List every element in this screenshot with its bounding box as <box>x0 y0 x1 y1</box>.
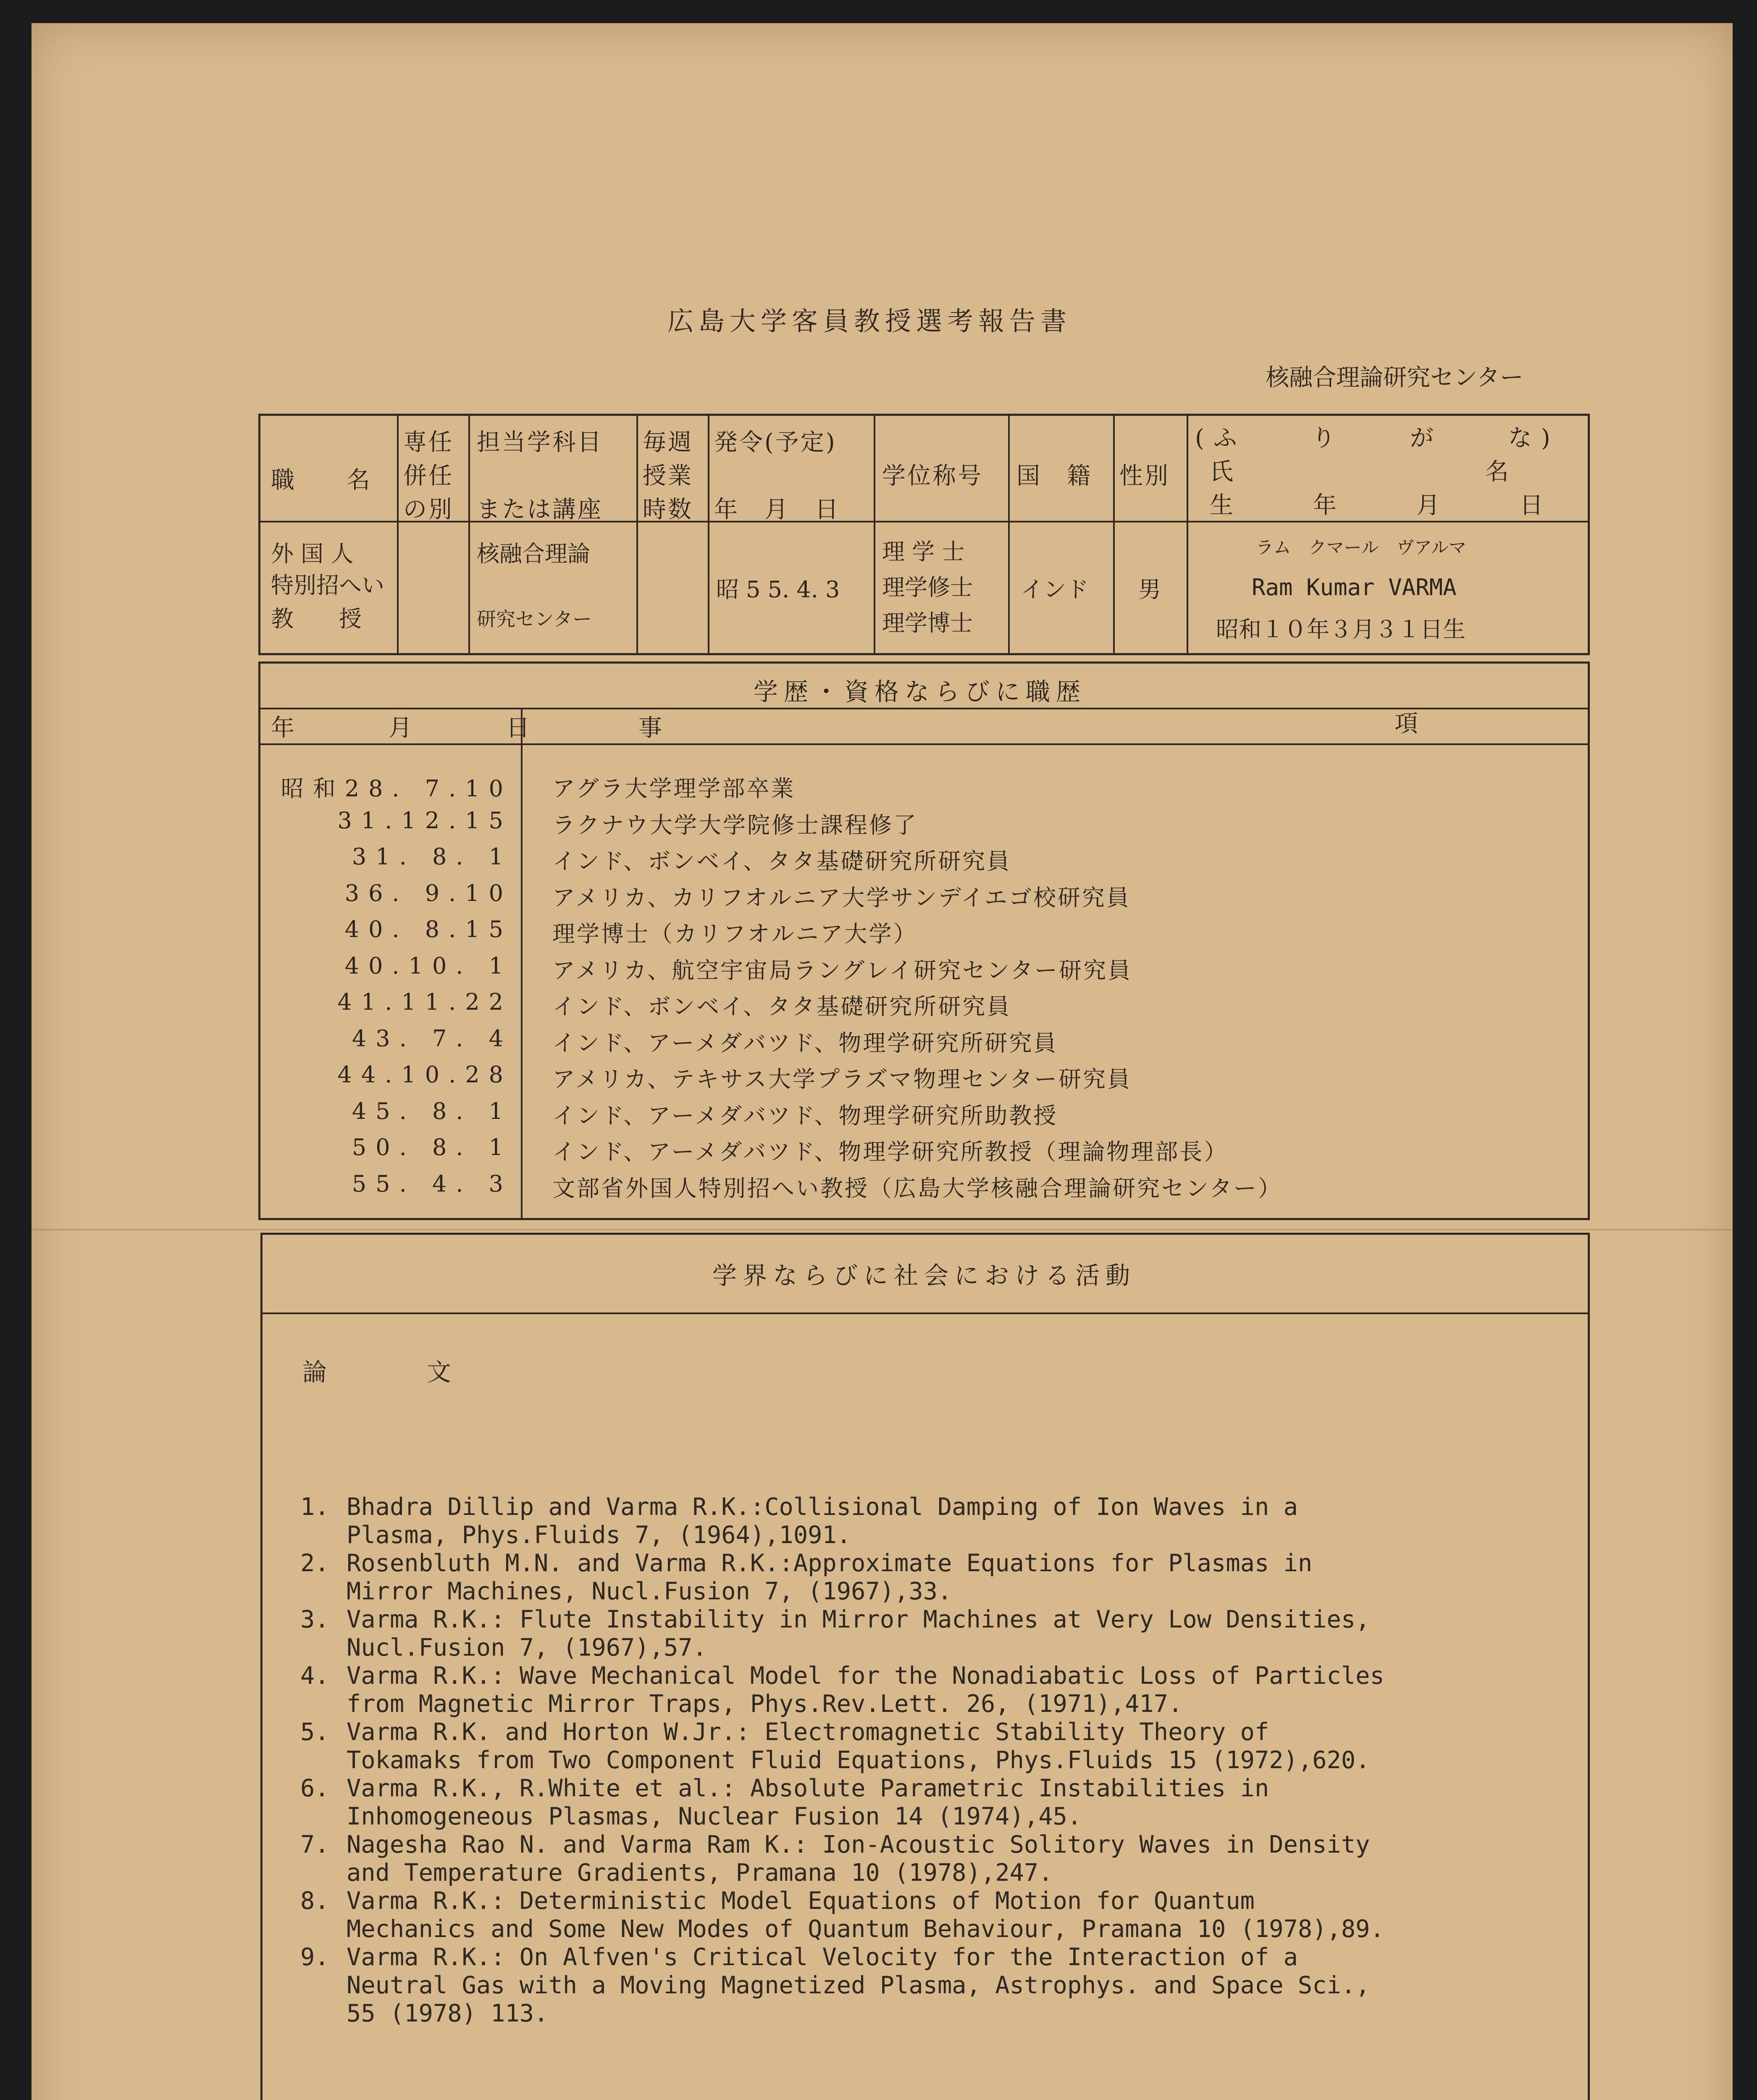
paper-number: 9. <box>300 1943 329 1971</box>
paper-citation: Varma R.K. and Horton W.Jr.: Electromagnetic Stability Theory of Tokamaks from Two Component Fluid Equations, Phys.Fluids 15 (1972),620. <box>347 1718 1370 1774</box>
info-table-col-line <box>708 414 709 653</box>
history-date: 44.10.28 <box>337 1061 512 1088</box>
paper-number: 8. <box>300 1887 329 1915</box>
history-text: アメリカ、カリフオルニア大学サンデイエゴ校研究員 <box>552 884 1131 911</box>
paper-entry <box>300 1718 1602 1774</box>
paper-number: 3. <box>300 1606 329 1633</box>
history-divider <box>258 708 1588 709</box>
history-date: 昭和28. 7.10 <box>281 775 512 802</box>
history-text: インド、アーメダバツド、物理学研究所研究員 <box>552 1029 1058 1056</box>
paper-entry <box>300 1887 1602 1943</box>
paper-citation: Bhadra Dillip and Varma R.K.:Collisional Damping of Ion Waves in a Plasma, Phys.Fluids 7, (1964),1091. <box>347 1493 1298 1549</box>
value-position-3: 教 授 <box>271 606 362 632</box>
value-degree-2: 理学修士 <box>882 574 973 601</box>
paper-entry <box>300 1493 1602 1549</box>
papers-list <box>300 1493 1602 2028</box>
header-hours-3: 時数 <box>643 496 693 523</box>
paper-number: 5. <box>300 1718 329 1746</box>
value-name-kana: ラム クマール ヴアルマ <box>1256 537 1467 558</box>
header-position: 職 名 <box>271 467 372 494</box>
history-date: 41.11.22 <box>337 989 512 1015</box>
value-nationality: インド <box>1021 576 1089 603</box>
paper-citation: Nagesha Rao N. and Varma Ram K.: Ion-Acoustic Solitory Waves in Density and Temperature Gradients, Pramana 10 (1978),247. <box>347 1831 1370 1887</box>
paper-number: 2. <box>300 1549 329 1577</box>
history-date: 40.10. 1 <box>344 952 512 979</box>
info-table-col-line <box>468 414 470 653</box>
header-hours-1: 毎週 <box>643 429 693 456</box>
info-table-col-line <box>1187 414 1188 653</box>
document-title: 広島大学客員教授選考報告書 <box>667 306 1072 336</box>
paper-citation: Varma R.K., R.White et al.: Absolute Parametric Instabilities in Inhomogeneous Plasmas, Nuclear Fusion 14 (1974),45. <box>347 1774 1269 1830</box>
value-appointment: 昭 5 5. 4. 3 <box>716 576 840 603</box>
value-subject-1: 核融合理論 <box>477 541 590 567</box>
history-date: 55. 4. 3 <box>352 1170 512 1197</box>
value-position-2: 特別招へい <box>271 572 384 598</box>
history-date: 31.12.15 <box>337 807 512 834</box>
header-concurrent-3: の別 <box>403 496 454 523</box>
history-date: 43. 7. 4 <box>352 1025 512 1052</box>
history-date: 31. 8. 1 <box>352 843 512 870</box>
header-furigana: (ふ り が な) <box>1195 425 1560 452</box>
info-table-col-line <box>636 414 638 653</box>
activities-divider <box>260 1312 1588 1314</box>
header-subject-2: または講座 <box>477 496 603 523</box>
history-text: インド、アーメダバツド、物理学研究所教授（理論物理部長） <box>552 1139 1229 1165</box>
history-date: 50. 8. 1 <box>352 1134 512 1160</box>
paper-citation: Varma R.K.: On Alfven's Critical Velocity for the Interaction of a Neutral Gas with a Moving Magnetized Plasma, Astrophys. and Space Sci., 55 (1978) 113. <box>347 1943 1370 2027</box>
paper-number: 4. <box>300 1662 329 1690</box>
paper-citation: Varma R.K.: Deterministic Model Equations of Motion for Quantum Mechanics and Some New Modes of Quantum Behaviour, Pramana 10 (1978),89. <box>347 1887 1384 1943</box>
history-date: 45. 8. 1 <box>352 1097 512 1124</box>
history-date: 40. 8.15 <box>344 916 512 942</box>
paper-entry <box>300 1943 1602 2028</box>
header-subject-1: 担当学科目 <box>477 429 603 456</box>
paper-number: 6. <box>300 1774 329 1802</box>
department-name: 核融合理論研究センター <box>1266 364 1523 391</box>
activities-title: 学界ならびに社会における活動 <box>712 1261 1136 1290</box>
header-appointment-date: 年 月 日 <box>714 496 840 523</box>
paper-citation: Varma R.K.: Wave Mechanical Model for the Nonadiabatic Loss of Particles from Magnetic Mirror Traps, Phys.Rev.Lett. 26, (1971),417. <box>347 1662 1384 1718</box>
paper-number: 1. <box>300 1493 329 1521</box>
info-table-col-line <box>1113 414 1115 653</box>
history-col-date: 年 月 日 <box>271 714 536 742</box>
header-concurrent-1: 専任 <box>403 429 454 456</box>
header-degree: 学位称号 <box>882 462 983 490</box>
header-appointment: 発令(予定) <box>714 429 837 456</box>
header-sex: 性別 <box>1119 462 1170 490</box>
value-birth: 昭和１０年３月３１日生 <box>1216 616 1465 643</box>
paper-entry <box>300 1662 1602 1718</box>
value-degree-1: 理 学 士 <box>882 538 965 565</box>
value-degree-3: 理学博士 <box>882 610 973 636</box>
value-sex: 男 <box>1138 576 1161 603</box>
value-subject-2: 研究センター <box>477 608 592 630</box>
history-text: インド、アーメダバツド、物理学研究所助教授 <box>552 1102 1058 1129</box>
history-text: アメリカ、テキサス大学プラズマ物理センター研究員 <box>552 1066 1132 1092</box>
paper-fold <box>32 1228 1733 1231</box>
paper-entry <box>300 1606 1602 1662</box>
papers-heading: 論 文 <box>302 1358 489 1386</box>
header-name: 氏 名 <box>1210 458 1520 486</box>
value-position-1: 外 国 人 <box>271 541 354 567</box>
header-nationality: 国 籍 <box>1016 462 1092 490</box>
info-table-col-line <box>874 414 875 653</box>
history-date: 36. 9.10 <box>344 879 512 906</box>
history-title: 学歴・資格ならびに職歴 <box>753 677 1086 706</box>
paper-entry <box>300 1774 1602 1831</box>
paper-citation: Rosenbluth M.N. and Varma R.K.:Approximate Equations for Plasmas in Mirror Machines, Nucl.Fusion 7, (1967),33. <box>347 1549 1313 1605</box>
history-text: 理学博士（カリフオルニア大学） <box>552 921 918 947</box>
header-hours-2: 授業 <box>643 462 693 490</box>
header-birth: 生 年 月 日 <box>1210 492 1554 519</box>
history-text: インド、ボンベイ、タタ基礎研究所研究員 <box>552 993 1011 1020</box>
history-col-line <box>521 708 523 1218</box>
info-table-col-line <box>1008 414 1010 653</box>
value-name-roman: Ram Kumar VARMA <box>1252 574 1457 601</box>
history-text: インド、ボンベイ、タタ基礎研究所研究員 <box>552 848 1011 874</box>
paper-entry <box>300 1549 1602 1606</box>
history-text: ラクナウ大学大学院修士課程修了 <box>552 811 918 838</box>
header-concurrent-2: 併任 <box>403 462 454 490</box>
paper-number: 7. <box>300 1831 329 1858</box>
history-text: アグラ大学理学部卒業 <box>552 775 796 802</box>
paper-entry <box>300 1831 1602 1887</box>
paper-citation: Varma R.K.: Flute Instability in Mirror Machines at Very Low Densities, Nucl.Fusion 7, (1967),57. <box>347 1606 1370 1662</box>
history-text: 文部省外国人特別招へい教授（広島大学核融合理論研究センター） <box>552 1175 1282 1202</box>
history-col-item-right: 項 <box>1395 710 1420 738</box>
info-table-col-line <box>397 414 399 653</box>
history-text: アメリカ、航空宇宙局ラングレイ研究センター研究員 <box>552 957 1132 984</box>
history-col-item-left: 事 <box>638 714 664 742</box>
